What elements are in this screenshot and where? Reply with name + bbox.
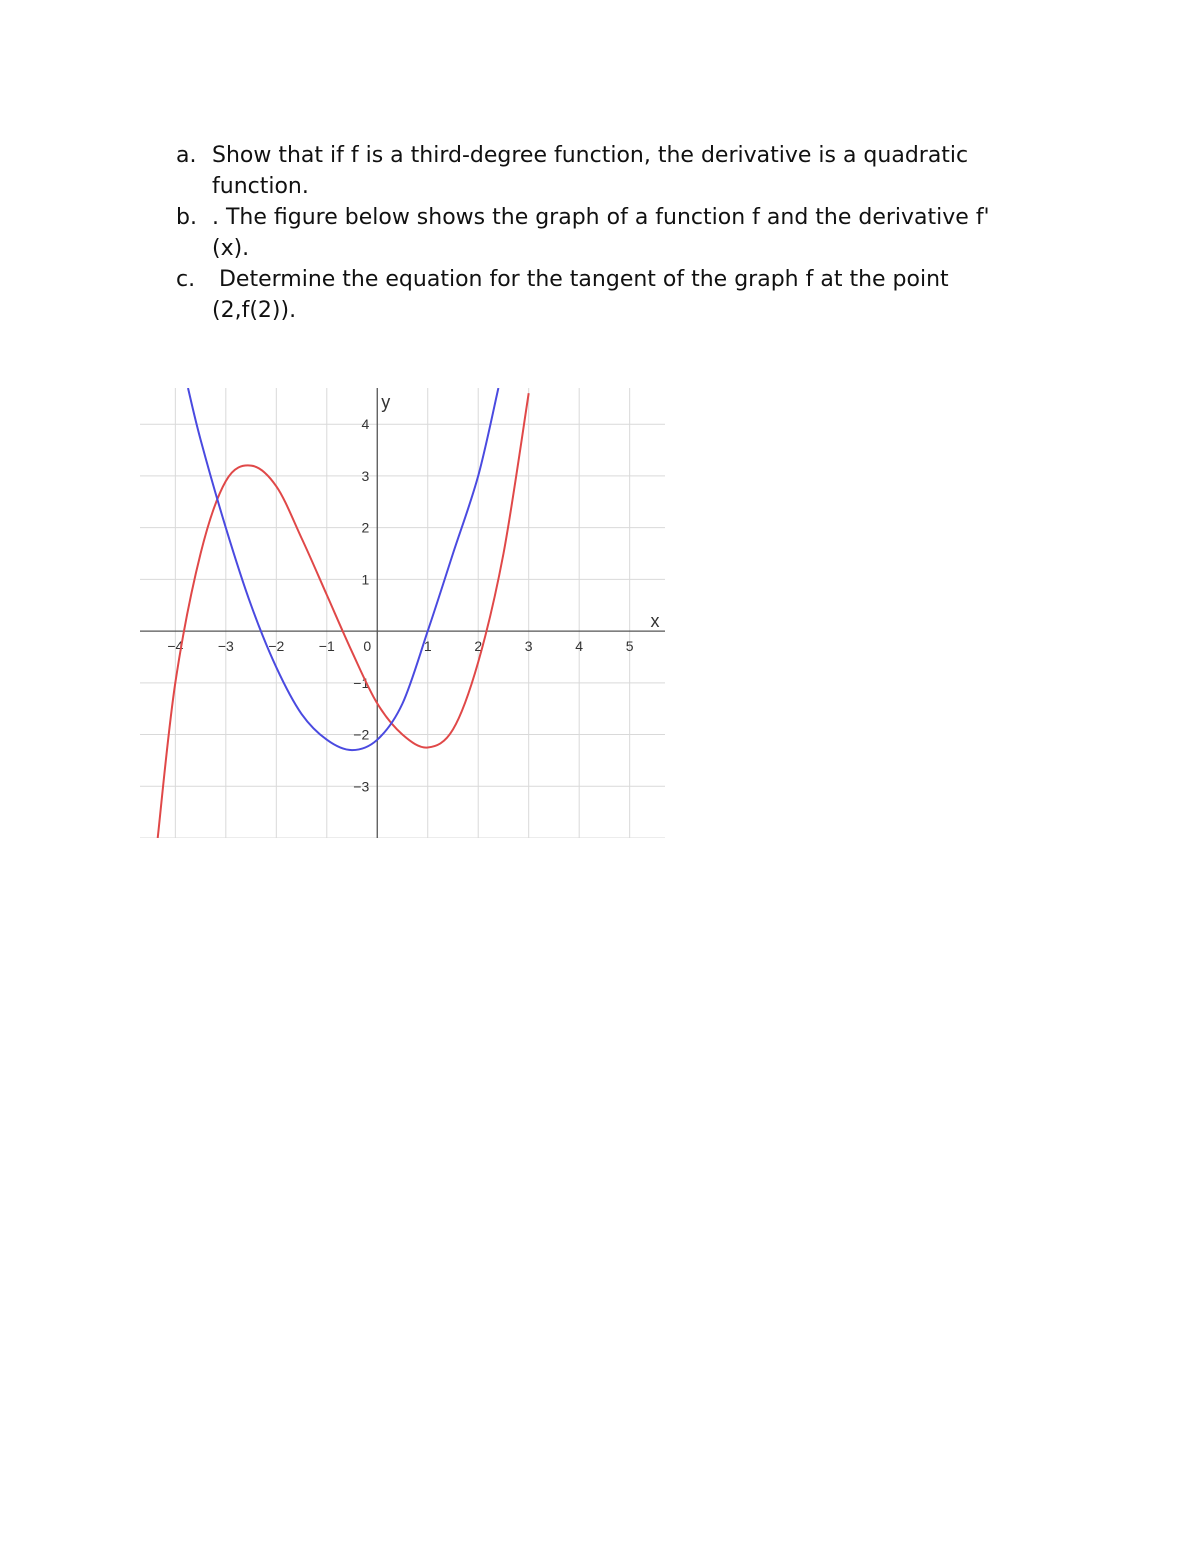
x-tick-label: 5 — [625, 638, 634, 655]
x-tick-label: −3 — [217, 638, 234, 655]
x-tick-label: 0 — [363, 638, 372, 655]
x-tick-label: −2 — [268, 638, 285, 655]
x-tick-label: 2 — [474, 638, 483, 655]
y-tick-label: 3 — [361, 467, 370, 484]
question-marker: a. — [176, 143, 197, 168]
question-text-line: Determine the equation for the tangent of the graph f at the point — [212, 267, 949, 292]
x-axis-label: x — [650, 611, 660, 632]
x-tick-label: −4 — [167, 638, 184, 655]
question-text-line: function. — [212, 174, 309, 199]
y-tick-label: 4 — [361, 416, 370, 433]
y-tick-label: 2 — [361, 519, 370, 536]
y-axis-label: y — [381, 392, 391, 412]
graph-svg — [140, 388, 665, 838]
question-marker: b. — [176, 205, 197, 230]
question-c — [176, 264, 1076, 326]
question-text-line: . The figure below shows the graph of a function f and the derivative f' — [212, 205, 990, 230]
question-marker: c. — [176, 267, 196, 292]
function-f-curve — [158, 393, 529, 838]
question-b — [176, 202, 1076, 264]
x-tick-label: 1 — [423, 638, 432, 655]
y-tick-label: −3 — [353, 778, 370, 795]
question-text-line: (2,f(2)). — [212, 298, 297, 323]
x-tick-label: 4 — [575, 638, 584, 655]
y-tick-label: 1 — [361, 571, 370, 588]
x-tick-label: −1 — [318, 638, 335, 655]
y-tick-label: −2 — [353, 726, 370, 743]
x-tick-label: 3 — [524, 638, 533, 655]
function-graph — [140, 388, 665, 838]
question-list — [176, 140, 1076, 326]
question-text-line: Show that if f is a third-degree function, the derivative is a quadratic — [212, 143, 969, 168]
question-a — [176, 140, 1076, 202]
question-text-line: (x). — [212, 236, 250, 261]
derivative-f-prime-curve — [188, 388, 498, 750]
y-tick-label: −1 — [353, 674, 370, 691]
